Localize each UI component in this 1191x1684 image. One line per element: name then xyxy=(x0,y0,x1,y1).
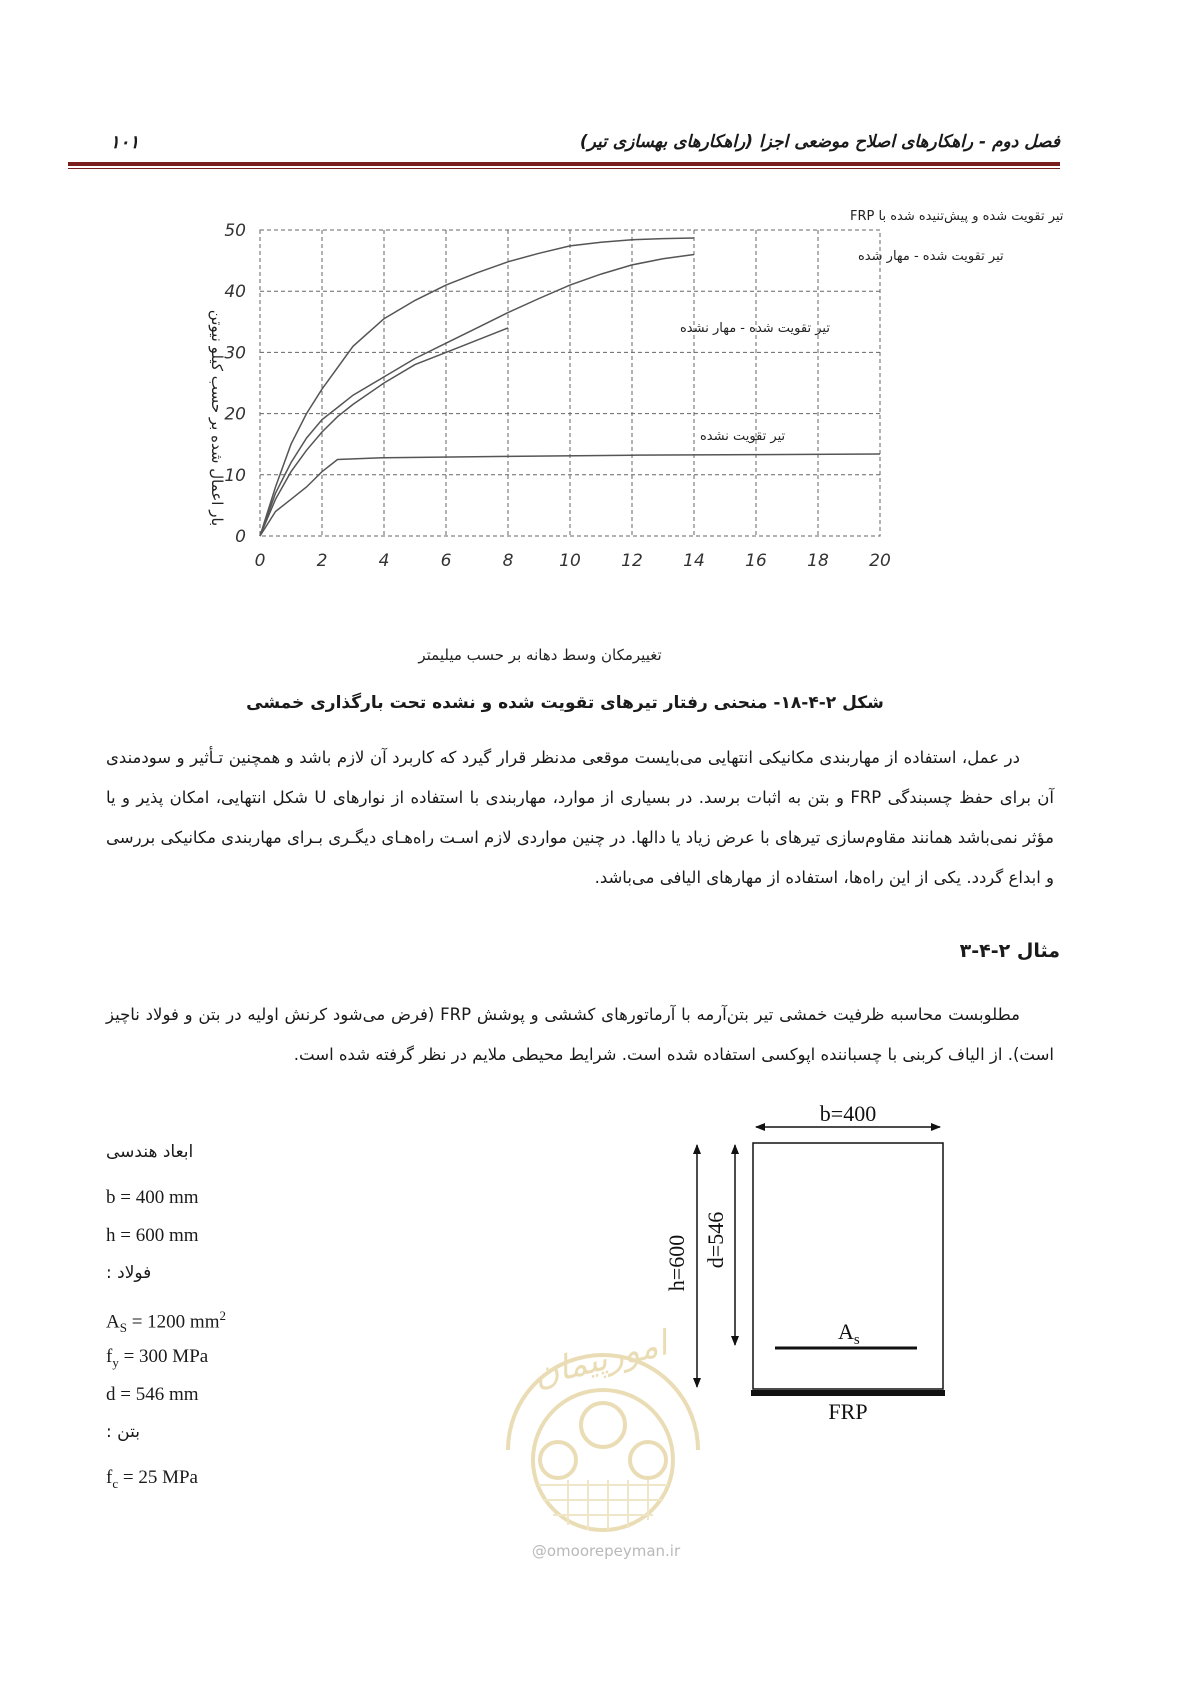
x-axis-label: تغییرمکان وسط دهانه بر حسب میلیمتر xyxy=(418,646,662,664)
figure-caption: شکل ۲-۴-۱۸- منحنی رفتار تیرهای تقویت شده و نشده تحت بارگذاری خمشی xyxy=(246,693,884,713)
y-tick-label: 30 xyxy=(224,343,246,364)
y-axis-label: بار اعمال شده بر حسب کیلو نیوتن xyxy=(208,309,226,527)
spec-as-sup: 2 xyxy=(219,1308,226,1323)
spec-as-base: A xyxy=(106,1311,120,1333)
spec-as-sub: S xyxy=(119,1320,127,1336)
as-label-sub: s xyxy=(853,1332,860,1348)
x-tick-label: 16 xyxy=(745,551,767,571)
section-rectangle xyxy=(753,1143,943,1389)
y-tick-label: 10 xyxy=(224,465,246,486)
geometry-title: ابعاد هندسی xyxy=(106,1142,194,1162)
d-label: d=546 xyxy=(703,1211,728,1269)
frp-label: FRP xyxy=(828,1399,868,1424)
header-rule-thin xyxy=(68,168,1060,169)
spec-fy-rest: = 300 MPa xyxy=(118,1346,209,1367)
h-label: h=600 xyxy=(664,1234,689,1292)
spec-as xyxy=(106,1308,226,1336)
series-label-2: تیر تقویت شده - مهار شده xyxy=(858,249,1004,264)
y-tick-label: 40 xyxy=(224,282,246,303)
y-tick-labels xyxy=(224,221,246,547)
spec-fy-sub: y xyxy=(112,1354,119,1370)
watermark-logo-text: امورپیمان xyxy=(529,1323,672,1396)
b-label: b=400 xyxy=(819,1101,877,1126)
series-labels xyxy=(680,209,1064,444)
spec-fy xyxy=(106,1346,208,1371)
concrete-title: بتن : xyxy=(106,1422,140,1442)
chart-grid xyxy=(260,230,880,536)
steel-title: فولاد : xyxy=(106,1263,152,1283)
x-tick-label: 4 xyxy=(378,551,390,571)
series-label-3: تیر تقویت شده - مهار نشده xyxy=(680,321,830,336)
x-tick-label: 8 xyxy=(502,551,514,571)
watermark-url: @omoorepeyman.ir xyxy=(531,1542,681,1560)
page-number: ۱۰۱ xyxy=(110,132,140,153)
body-paragraph-1: در عمل، استفاده از مهاربندی مکانیکی انتهایی می‌بایست موقعی مدنظر قرار گیرد که کاربرد آن لازم باشد و همچنین تـأثیر و سودمندی آن برای حفظ چسبندگی FRP و بتن به اثبات برسد. در بسیاری از موارد، مهاربندی با استفاده از نوارهای U شکل انتهایی، امکان پذیر و یا مؤثر نمی‌باشد همانند مقاوم‌سازی تیرهای با عرض زیاد یا دالها. در چنین مواردی لازم اسـت راه‌هـای دیگـری بـرای مهاربندی مکانیکی بررسی و ابداع گردد. یکی از این راه‌ها، استفاده از مهارهای الیافی می‌باشد. xyxy=(106,748,1055,887)
x-tick-label: 2 xyxy=(316,551,328,571)
y-tick-label: 0 xyxy=(235,527,246,547)
spec-fc-rest: = 25 MPa xyxy=(118,1467,198,1488)
series-label-4: تیر تقویت نشده xyxy=(700,429,786,444)
x-tick-labels xyxy=(255,551,891,571)
x-tick-label: 6 xyxy=(440,551,452,571)
spec-fc xyxy=(106,1467,198,1492)
x-tick-label: 20 xyxy=(869,551,891,571)
series-line-1 xyxy=(260,238,694,536)
x-tick-label: 18 xyxy=(807,551,829,571)
series-line-4 xyxy=(260,454,880,536)
spec-as-rest: = 1200 mm xyxy=(126,1311,220,1333)
x-tick-label: 0 xyxy=(254,551,266,571)
example-heading: مثال ۲-۴-۳ xyxy=(959,940,1060,962)
y-tick-label: 50 xyxy=(224,221,246,241)
spec-b: b = 400 mm xyxy=(106,1187,199,1208)
beam-cross-section xyxy=(470,1101,970,1425)
frp-sheet xyxy=(751,1390,945,1396)
body-paragraph-2: مطلوبست محاسبه ظرفیت خمشی تیر بتن‌آرمه با آرماتورهای کششی و پوشش FRP (فرض می‌شود کرنش اولیه در بتن و فولاد ناچیز است). از الیاف کربنی با چسباننده اپوکسی استفاده شده است. شرایط محیطی ملایم در نظر گرفته شده است. xyxy=(106,1005,1054,1064)
header-rule xyxy=(68,162,1060,166)
as-label-base: A xyxy=(838,1319,854,1344)
x-tick-label: 10 xyxy=(559,551,581,571)
x-tick-label: 12 xyxy=(621,551,643,571)
spec-d: d = 546 mm xyxy=(106,1384,199,1405)
spec-fy-base: f xyxy=(106,1346,113,1367)
spec-fc-sub: c xyxy=(112,1475,119,1491)
as-label xyxy=(838,1319,860,1348)
spec-fc-base: f xyxy=(106,1467,113,1488)
series-label-1: تیر تقویت شده و پیش‌تنیده شده با FRP xyxy=(850,209,1064,224)
running-head xyxy=(70,128,1060,158)
spec-h: h = 600 mm xyxy=(106,1225,199,1246)
y-tick-label: 20 xyxy=(224,404,246,425)
load-deflection-chart xyxy=(190,208,1064,668)
running-head-title: فصل دوم - راهکارهای اصلاح موضعی اجزا (راهکارهای بهسازی تیر) xyxy=(579,132,1060,152)
series-line-2 xyxy=(260,255,694,537)
x-tick-label: 14 xyxy=(683,551,705,571)
